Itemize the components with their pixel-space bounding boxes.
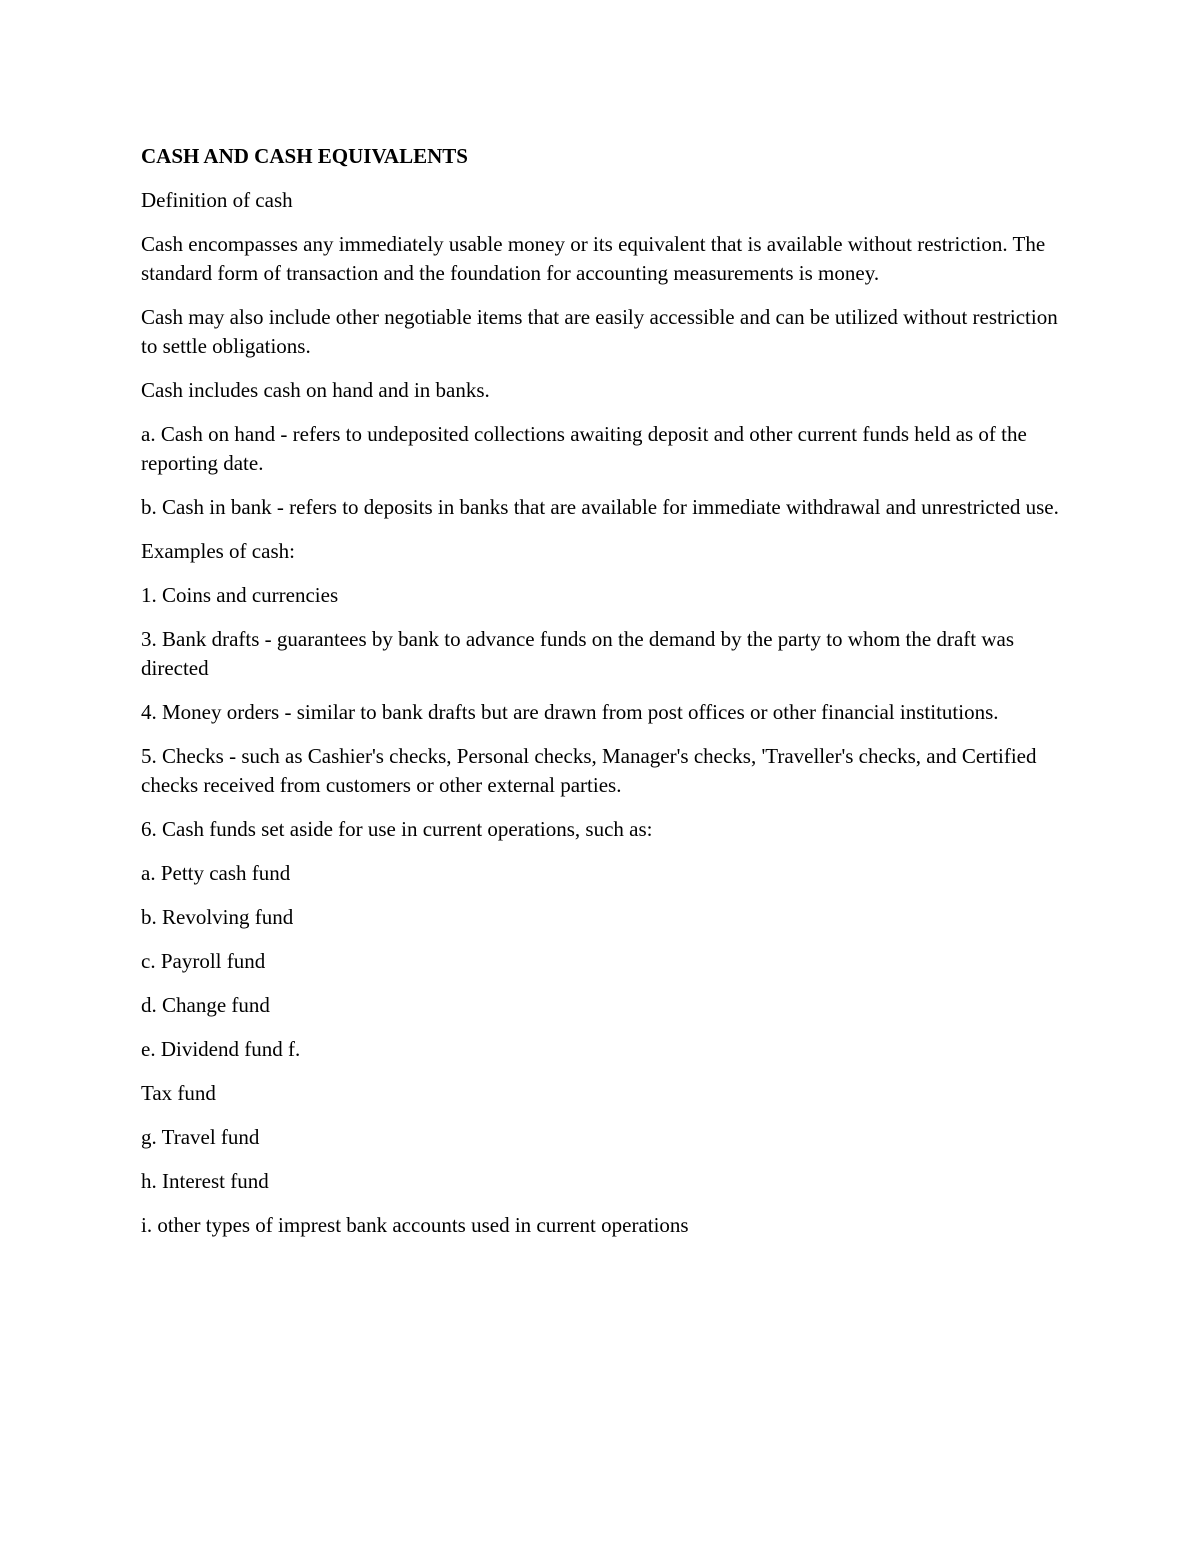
list-item-tax-fund: Tax fund <box>141 1081 216 1105</box>
list-item-money-orders: 4. Money orders - similar to bank drafts but are drawn from post offices or other financial institutions. <box>141 700 999 724</box>
document-title: CASH AND CASH EQUIVALENTS <box>141 144 468 168</box>
list-item-checks: 5. Checks - such as Cashier's checks, Personal checks, Manager's checks, 'Traveller's checks, and Certified checks received from customers or other external parties. <box>141 744 1037 797</box>
paragraph-negotiable-items: Cash may also include other negotiable items that are easily accessible and can be utilized without restriction to settle obligations. <box>141 305 1058 358</box>
list-item-imprest-accounts: i. other types of imprest bank accounts used in current operations <box>141 1213 689 1237</box>
list-item-revolving-fund: b. Revolving fund <box>141 905 294 929</box>
list-item-petty-cash: a. Petty cash fund <box>141 861 291 885</box>
list-item-dividend-fund: e. Dividend fund f. <box>141 1037 301 1061</box>
list-item-cash-in-bank: b. Cash in bank - refers to deposits in banks that are available for immediate withdrawal and unrestricted use. <box>141 495 1059 519</box>
document-body <box>141 142 1066 1255</box>
section-heading-examples: Examples of cash: <box>141 539 295 563</box>
list-item-coins: 1. Coins and currencies <box>141 583 339 607</box>
list-item-cash-on-hand: a. Cash on hand - refers to undeposited collections awaiting deposit and other current funds held as of the reporting date. <box>141 422 1027 475</box>
list-item-payroll-fund: c. Payroll fund <box>141 949 266 973</box>
list-item-interest-fund: h. Interest fund <box>141 1169 269 1193</box>
list-item-cash-funds: 6. Cash funds set aside for use in current operations, such as: <box>141 817 653 841</box>
section-heading-definition: Definition of cash <box>141 188 293 212</box>
paragraph-cash-includes: Cash includes cash on hand and in banks. <box>141 378 490 402</box>
paragraph-cash-definition: Cash encompasses any immediately usable money or its equivalent that is available without restriction. The standard form of transaction and the foundation for accounting measurements is money. <box>141 232 1046 285</box>
list-item-bank-drafts: 3. Bank drafts - guarantees by bank to advance funds on the demand by the party to whom the draft was directed <box>141 627 1014 680</box>
list-item-travel-fund: g. Travel fund <box>141 1125 260 1149</box>
list-item-change-fund: d. Change fund <box>141 993 270 1017</box>
